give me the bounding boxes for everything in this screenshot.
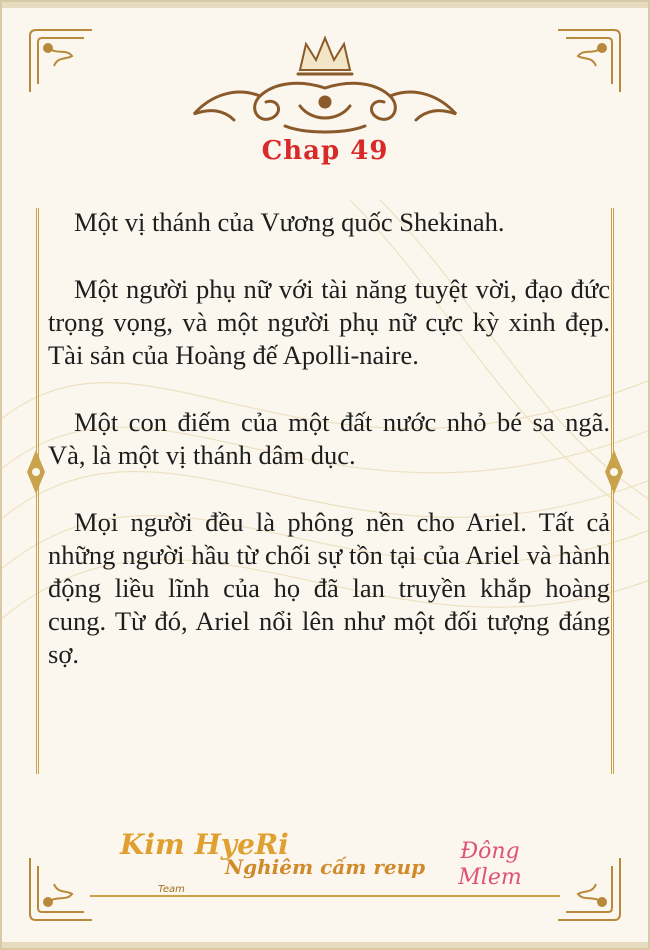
paragraph: Một vị thánh của Vương quốc Shekinah. [74, 207, 505, 237]
crown-ornament-icon [180, 30, 470, 140]
no-reup-notice: Nghiêm cấm reup [224, 855, 426, 879]
chapter-body [48, 206, 610, 705]
left-logo-subtext: Team [158, 884, 185, 895]
paragraph: Mọi người đều là phông nền cho Ariel. Tất cả những người hầu từ chối sự tồn tại của Ariel và hành động liều lĩnh của họ đã lan truyền khắp hoàng cung. Từ đó, Ariel nổi lên như một đối tượng đáng sợ. [48, 507, 610, 669]
chapter-title: Chap 49 [261, 136, 389, 166]
paragraph: Một con điếm của một đất nước nhỏ bé sa ngã. Và, là một vị thánh dâm dục. [48, 407, 610, 470]
corner-flourish-icon [554, 26, 624, 96]
right-logo-line2: Mlem [458, 865, 522, 890]
corner-flourish-icon [26, 26, 96, 96]
left-logo-text: Kim HyeRi [120, 828, 289, 861]
dong-mlem-logo [430, 830, 550, 900]
right-logo-line1: Đông [460, 839, 520, 864]
side-diamond-ornament-icon [23, 448, 49, 496]
footer-divider [90, 895, 560, 897]
paragraph: Một người phụ nữ với tài năng tuyệt vời, đạo đức trọng vọng, và một người phụ nữ cực kỳ xinh đẹp. Tài sản của Hoàng đế Apolli-naire. [48, 274, 610, 370]
